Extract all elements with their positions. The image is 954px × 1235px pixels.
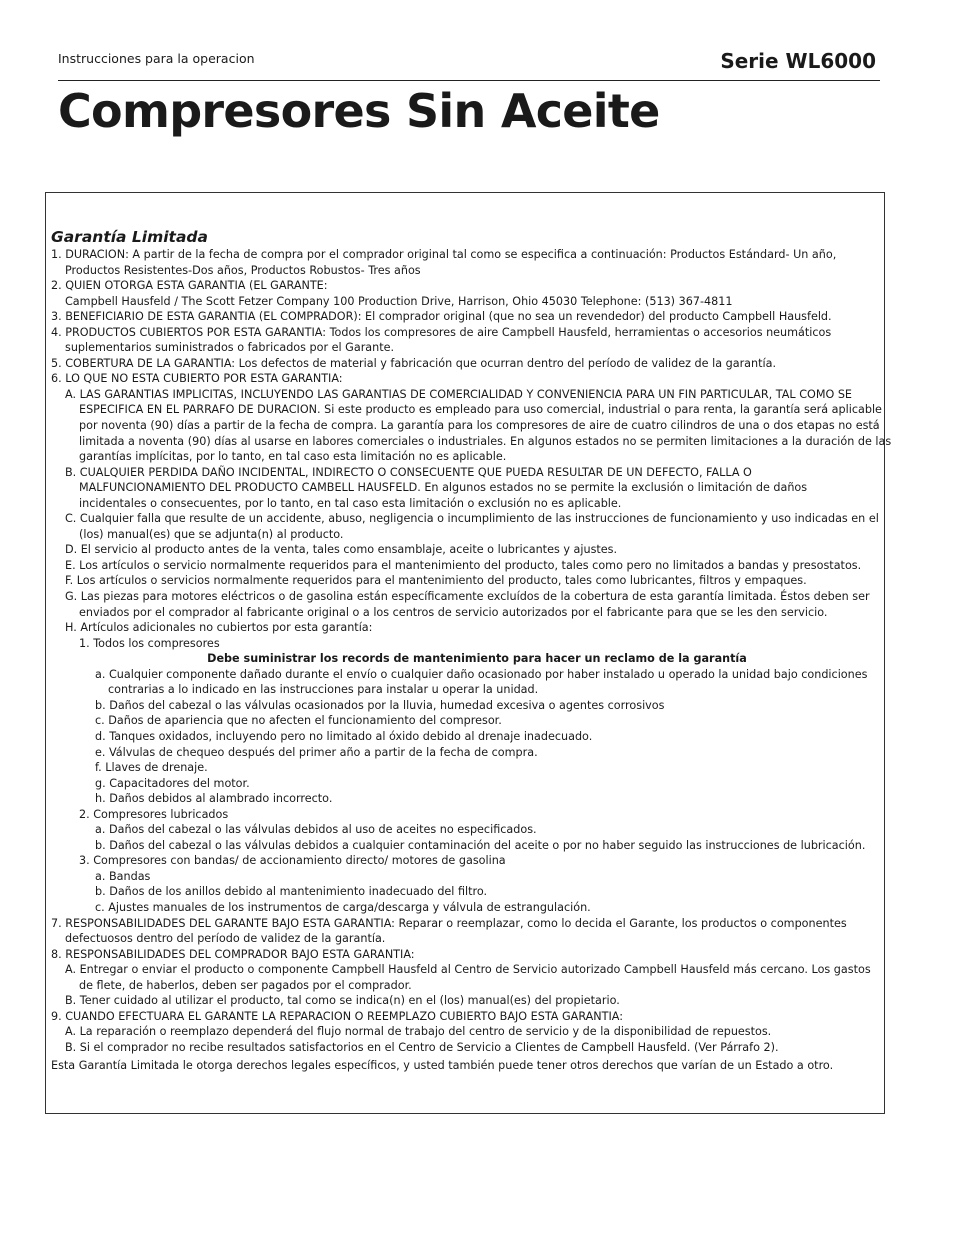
warranty-line: F. Los artículos o servicios normalmente requeridos para el mantenimiento del producto, tales como lubricantes, filtros y empaques. (65, 574, 807, 588)
warranty-line: D. El servicio al producto antes de la venta, tales como ensamblaje, aceite o lubricantes y ajustes. (65, 543, 618, 557)
warranty-line: garantías implícitas, por lo tanto, en tal caso esta limitación no es aplicable. (79, 450, 507, 464)
warranty-line: c. Daños de apariencia que no afecten el funcionamiento del compresor. (95, 714, 502, 728)
warranty-line: a. Bandas (95, 869, 151, 883)
warranty-line: 5. COBERTURA DE LA GARANTIA: Los defectos de material y fabricación que ocurran dentro del período de validez de la garantía. (51, 356, 777, 370)
warranty-lines (51, 247, 892, 1074)
warranty-line: H. Artículos adicionales no cubiertos por esta garantía: (65, 621, 373, 635)
warranty-line: 2. Compresores lubricados (79, 807, 229, 821)
warranty-line: Campbell Hausfeld / The Scott Fetzer Company 100 Production Drive, Harrison, Ohio 45030 Telephone: (513) 367-4811 (65, 294, 733, 308)
warranty-line: 3. Compresores con bandas/ de accionamiento directo/ motores de gasolina (79, 854, 506, 868)
warranty-box (45, 192, 892, 1114)
warranty-line: A. LAS GARANTIAS IMPLICITAS, INCLUYENDO LAS GARANTIAS DE COMERCIALIDAD Y CONVENIENCIA PARA UN FIN PARTICULAR, TAL COMO SE (65, 387, 853, 401)
warranty-line: incidentales o consecuentes, por lo tanto, en tal caso esta limitación o exclusión no es aplicable. (79, 496, 622, 510)
warranty-line: MALFUNCIONAMIENTO DEL PRODUCTO CAMBELL HAUSFELD. En algunos estados no se permite la exclusión o limitación de daños (79, 481, 808, 495)
warranty-line: limitada a noventa (90) días al usarse en labores comerciales o industriales. En algunos estados no se permiten limitaciones a la duración de las (79, 434, 892, 448)
warranty-line: e. Válvulas de chequeo después del primer año a partir de la fecha de compra. (95, 745, 538, 759)
warranty-line: suplementarios suministrados o fabricados por el Garante. (65, 341, 395, 355)
warranty-line: 4. PRODUCTOS CUBIERTOS POR ESTA GARANTIA: Todos los compresores de aire Campbell Hausfeld, herramientas o accesorios neumáticos (51, 325, 832, 339)
warranty-line: B. Si el comprador no recibe resultados satisfactorios en el Centro de Servicio a Clientes de Campbell Hausfeld. (Ver Párrafo 2). (65, 1040, 779, 1054)
warranty-line: c. Ajustes manuales de los instrumentos de carga/descarga y válvula de estrangulación. (95, 900, 591, 914)
warranty-line: B. Tener cuidado al utilizar el producto, tal como se indica(n) en el (los) manual(es) del propietario. (65, 994, 620, 1008)
warranty-line: A. La reparación o reemplazo dependerá del flujo normal de trabajo del centro de servicio y de la disponibilidad de repuestos. (65, 1025, 772, 1039)
warranty-line: ESPECIFICA EN EL PARRAFO DE DURACION. Si este producto es empleado para uso comercial, industrial o para renta, la garantía será aplicable (79, 403, 882, 417)
warranty-line: b. Daños del cabezal o las válvulas debidos a cualquier contaminación del aceite o por no haber seguido las instrucciones de lubricación. (95, 838, 866, 852)
warranty-line: E. Los artículos o servicio normalmente requeridos para el mantenimiento del producto, tales como pero no limitados a bandas y presostatos. (65, 558, 862, 572)
warranty-line: C. Cualquier falla que resulte de un accidente, abuso, negligencia o incumplimiento de las instrucciones de funcionamiento y uso indicadas en el (65, 512, 879, 526)
warranty-line: de flete, de haberlos, deben ser pagados por el comprador. (79, 978, 412, 992)
warranty-line: f. Llaves de drenaje. (95, 761, 208, 775)
warranty-line: G. Las piezas para motores eléctricos o de gasolina están específicamente excluídos de la cobertura de esta garantía limitada. Éstos deben ser (65, 590, 870, 604)
header-rule (58, 80, 880, 81)
warranty-line: a. Daños del cabezal o las válvulas debidos al uso de aceites no especificados. (95, 823, 537, 837)
warranty-line: A. Entregar o enviar el producto o componente Campbell Hausfeld al Centro de Servicio autorizado Campbell Hausfeld más cercano. Los gastos (65, 963, 871, 977)
warranty-line: (los) manual(es) que se adjunta(n) al producto. (79, 527, 344, 541)
warranty-line: d. Tanques oxidados, incluyendo pero no limitado al óxido debido al drenaje inadecuado. (95, 729, 593, 743)
header-subtitle: Instrucciones para la operacion (58, 51, 255, 66)
warranty-line: 1. DURACION: A partir de la fecha de compra por el comprador original tal como se especifica a continuación: Productos Estándard- Un año, (51, 248, 837, 261)
warranty-line: Productos Resistentes-Dos años, Productos Robustos- Tres años (65, 263, 421, 277)
series-label: Serie WL6000 (720, 49, 876, 73)
warranty-line: Debe suministrar los records de mantenimiento para hacer un reclamo de la garantía (207, 652, 747, 666)
warranty-line: 9. CUANDO EFECTUARA EL GARANTE LA REPARACION O REEMPLAZO CUBIERTO BAJO ESTA GARANTIA: (51, 1009, 624, 1023)
warranty-line: h. Daños debidos al alambrado incorrecto. (95, 792, 333, 806)
warranty-line: g. Capacitadores del motor. (95, 776, 250, 790)
warranty-line: defectuosos dentro del período de validez de la garantía. (65, 932, 386, 946)
warranty-line: contrarias a lo indicado en las instrucciones para instalar u operar la unidad. (108, 683, 539, 697)
warranty-line: 3. BENEFICIARIO DE ESTA GARANTIA (EL COMPRADOR): El comprador original (que no sea un revendedor) del producto Campbell Hausfeld. (51, 310, 832, 324)
page-title: Compresores Sin Aceite (58, 84, 660, 138)
warranty-line: b. Daños de los anillos debido al mantenimiento inadecuado del filtro. (95, 885, 488, 899)
warranty-line: b. Daños del cabezal o las válvulas ocasionados por la lluvia, humedad excesiva o agentes corrosivos (95, 698, 665, 712)
warranty-line: 8. RESPONSABILIDADES DEL COMPRADOR BAJO ESTA GARANTIA: (51, 947, 415, 961)
warranty-line: enviados por el comprador al fabricante original o a los centros de servicio autorizados por el fabricante para que se les den servicio. (79, 605, 828, 619)
warranty-line: 7. RESPONSABILIDADES DEL GARANTE BAJO ESTA GARANTIA: Reparar o reemplazar, como lo decida el Garante, los productos o componentes (51, 916, 847, 930)
warranty-line: 1. Todos los compresores (79, 636, 220, 650)
warranty-line: B. CUALQUIER PERDIDA DAÑO INCIDENTAL, INDIRECTO O CONSECUENTE QUE PUEDA RESULTAR DE UN DEFECTO, FALLA O (65, 465, 752, 479)
warranty-line: Esta Garantía Limitada le otorga derechos legales específicos, y usted también puede tener otros derechos que varían de un Estado a otro. (51, 1059, 834, 1073)
warranty-title: Garantía Limitada (51, 228, 208, 246)
warranty-line: por noventa (90) días a partir de la fecha de compra. La garantía para los compresores de aire de cuatro cilindros de una o dos etapas no está (79, 419, 880, 433)
warranty-line: 2. QUIEN OTORGA ESTA GARANTIA (EL GARANTE: (51, 279, 328, 293)
warranty-content (51, 228, 892, 1074)
warranty-line: a. Cualquier componente dañado durante el envío o cualquier daño ocasionado por haber instalado u operado la unidad bajo condiciones (95, 667, 868, 681)
warranty-line: 6. LO QUE NO ESTA CUBIERTO POR ESTA GARANTIA: (51, 372, 343, 386)
